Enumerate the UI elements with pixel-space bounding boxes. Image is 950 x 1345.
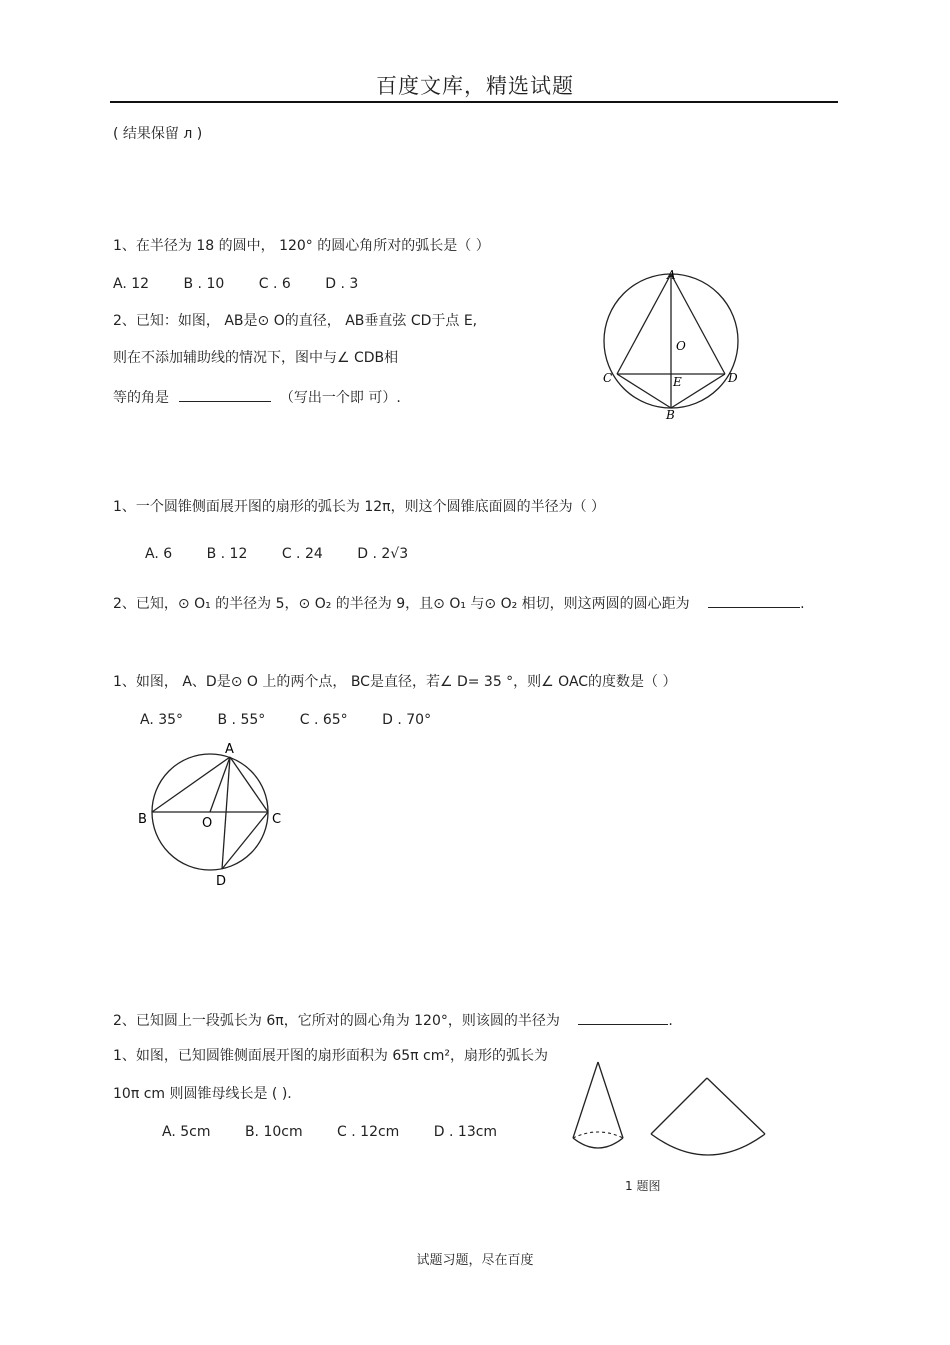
- circle-diameter-chord-figure: [595, 262, 755, 427]
- label-d: D: [216, 874, 227, 889]
- cone-right-edge: [598, 1062, 623, 1138]
- question-cone-radius-options: [145, 545, 438, 563]
- sector-right-radius: [707, 1078, 765, 1134]
- option-c: C . 6: [258, 276, 291, 292]
- option-c: C . 65°: [299, 712, 348, 728]
- sector-left-radius: [651, 1078, 707, 1134]
- answer-blank[interactable]: [578, 1010, 668, 1025]
- question-angle-oac-options: [140, 711, 461, 729]
- question-equal-angle-line2: 则在不添加辅助线的情况下，图中与∠ CDB相: [113, 350, 399, 366]
- sector-arc: [651, 1134, 765, 1155]
- question-slant-height-options: [162, 1123, 527, 1141]
- option-a: A. 35°: [140, 712, 184, 728]
- question-arc-length-options: [113, 275, 388, 293]
- label-d: D: [728, 371, 738, 385]
- question-text: （写出一个即 可）.: [279, 390, 401, 406]
- label-c: C: [272, 812, 282, 827]
- label-c: C: [603, 371, 613, 385]
- question-cone-radius: 1、一个圆锥侧面展开图的扇形的弧长为 12π，则这个圆锥底面圆的半径为（ ）: [113, 499, 606, 515]
- segment-ad: [671, 274, 725, 374]
- question-text: 2、已知圆上一段弧长为 6π，它所对的圆心角为 120°，则该圆的半径为: [113, 1013, 560, 1029]
- label-a: A: [225, 742, 234, 757]
- option-a: A. 6: [145, 546, 173, 562]
- cone-base-front: [573, 1138, 623, 1148]
- question-equal-angle-line1: 2、已知：如图， AB是⊙ O的直径， AB垂直弦 CD于点 E,: [113, 313, 478, 329]
- result-note: ( 结果保留 л ): [113, 126, 203, 142]
- label-o: O: [202, 816, 213, 831]
- option-d: D . 70°: [382, 712, 432, 728]
- option-a: A. 5cm: [162, 1124, 211, 1140]
- question-slant-height-line2: 10π cm 则圆锥母线长是 ( ).: [113, 1086, 292, 1102]
- question-slant-height-line1: 1、如图，已知圆锥侧面展开图的扇形面积为 65π cm²，扇形的弧长为: [113, 1048, 548, 1064]
- cone-sector-figure: [565, 1058, 775, 1163]
- option-c: C . 12cm: [337, 1124, 400, 1140]
- question-center-distance: [113, 593, 805, 613]
- circle-inscribed-angle-figure: [130, 738, 300, 893]
- option-d: D . 2√3: [357, 546, 409, 562]
- question-equal-angle-line3: [113, 387, 401, 407]
- option-b: B. 10cm: [244, 1124, 303, 1140]
- question-end: .: [800, 596, 805, 612]
- option-b: B . 55°: [217, 712, 266, 728]
- option-b: B . 12: [206, 546, 248, 562]
- segment-ac: [230, 757, 268, 812]
- question-text: 等的角是: [113, 390, 169, 406]
- question-circle-radius: [113, 1010, 673, 1030]
- figure-caption: 1 题图: [625, 1179, 661, 1193]
- option-c: C . 24: [281, 546, 323, 562]
- question-angle-oac: 1、如图， A、D是⊙ O 上的两个点， BC是直径，若∠ D= 35 °，则∠ OAC的度数是（ ）: [113, 674, 677, 690]
- cone-left-edge: [573, 1062, 598, 1138]
- label-o: O: [676, 339, 686, 353]
- header-divider: [110, 101, 838, 103]
- answer-blank[interactable]: [179, 387, 271, 402]
- question-text: 2、已知，⊙ O₁ 的半径为 5，⊙ O₂ 的半径为 9，且⊙ O₁ 与⊙ O₂ 相切，则这两圆的圆心距为: [113, 596, 690, 612]
- label-e: E: [673, 375, 682, 389]
- label-b: B: [138, 812, 147, 827]
- option-d: D . 13cm: [433, 1124, 498, 1140]
- option-d: D . 3: [325, 276, 359, 292]
- answer-blank[interactable]: [708, 593, 800, 608]
- option-b: B . 10: [183, 276, 225, 292]
- page-footer: 试题习题，尽在百度: [416, 1253, 534, 1268]
- cone-base-back: [573, 1132, 623, 1138]
- page-title: 百度文库，精选试题: [376, 74, 574, 98]
- segment-ac: [617, 274, 671, 374]
- segment-ab: [152, 757, 230, 812]
- question-end: .: [668, 1013, 673, 1029]
- question-arc-length: 1、在半径为 18 的圆中， 120° 的圆心角所对的弧长是（ ）: [113, 238, 490, 254]
- label-b: B: [666, 408, 675, 422]
- option-a: A. 12: [113, 276, 150, 292]
- label-a: A: [667, 268, 676, 282]
